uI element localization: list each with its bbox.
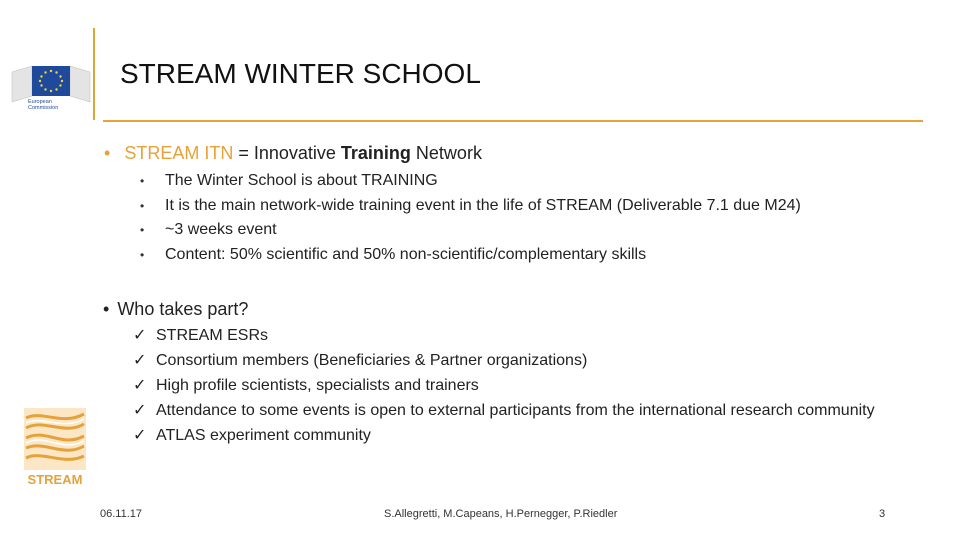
list-item [140, 196, 801, 221]
stream-logo [22, 406, 88, 488]
eu-flag-icon [10, 58, 94, 116]
checkmark-icon: ✓ [133, 327, 147, 344]
header-divider-vertical [93, 28, 95, 120]
sub-bullet-list [140, 171, 801, 269]
stream-logo-text: STREAM [27, 472, 83, 487]
check-item-text: Consortium members (Beneficiaries & Partner organizations) [156, 352, 588, 369]
header-divider-horizontal [103, 120, 923, 122]
footer-authors: S.Allegretti, M.Capeans, H.Pernegger, P.Riedler [384, 508, 618, 520]
check-item [133, 376, 886, 396]
ec-logo-line2: Commission [28, 105, 59, 111]
checkmark-icon: ✓ [133, 427, 147, 444]
list-item-text: Content: 50% scientific and 50% non-scientific/complementary skills [165, 245, 647, 263]
check-item [133, 351, 886, 371]
main-bullet-bold: Training [340, 143, 411, 163]
checkmark-icon: ✓ [133, 402, 147, 419]
list-item-text: The Winter School is about TRAINING [165, 172, 438, 189]
slide-title: STREAM WINTER SCHOOL [120, 58, 481, 89]
list-item [140, 220, 801, 245]
check-item-text: Attendance to some events is open to external participants from the international research community [156, 402, 875, 419]
check-item-text: ATLAS experiment community [156, 427, 371, 444]
list-item [140, 171, 801, 196]
european-commission-logo [10, 58, 94, 116]
check-item-text: High profile scientists, specialists and trainers [156, 377, 479, 394]
bullet-dot: • [104, 143, 111, 163]
list-item [140, 245, 801, 270]
main-bullet [104, 143, 482, 164]
bullet-dot: • [140, 247, 145, 262]
check-item [133, 326, 886, 346]
question-bullet [103, 299, 248, 320]
check-item [133, 426, 886, 446]
checkmark-icon: ✓ [133, 377, 147, 394]
main-bullet-text-pre: = Innovative [233, 143, 341, 163]
stream-wave-icon [22, 406, 88, 488]
check-item-text: STREAM ESRs [156, 327, 269, 344]
footer-date: 06.11.17 [100, 508, 143, 520]
checklist [133, 326, 886, 451]
main-bullet-highlight: STREAM ITN [124, 143, 234, 163]
bullet-dot: • [140, 223, 145, 237]
list-item-text: It is the main network-wide training event in the life of STREAM (Deliverable 7.1 due M24) [165, 196, 801, 214]
list-item-text: ~3 weeks event [165, 221, 277, 238]
page-number: 3 [879, 508, 886, 520]
main-bullet-text-post: Network [410, 143, 482, 163]
bullet-dot: • [140, 198, 145, 213]
bullet-dot: • [103, 299, 110, 319]
ec-logo-line1: European [28, 99, 52, 105]
bullet-dot: • [140, 174, 145, 188]
checkmark-icon: ✓ [133, 352, 147, 369]
check-item [133, 401, 886, 421]
question-text: Who takes part? [117, 299, 249, 319]
